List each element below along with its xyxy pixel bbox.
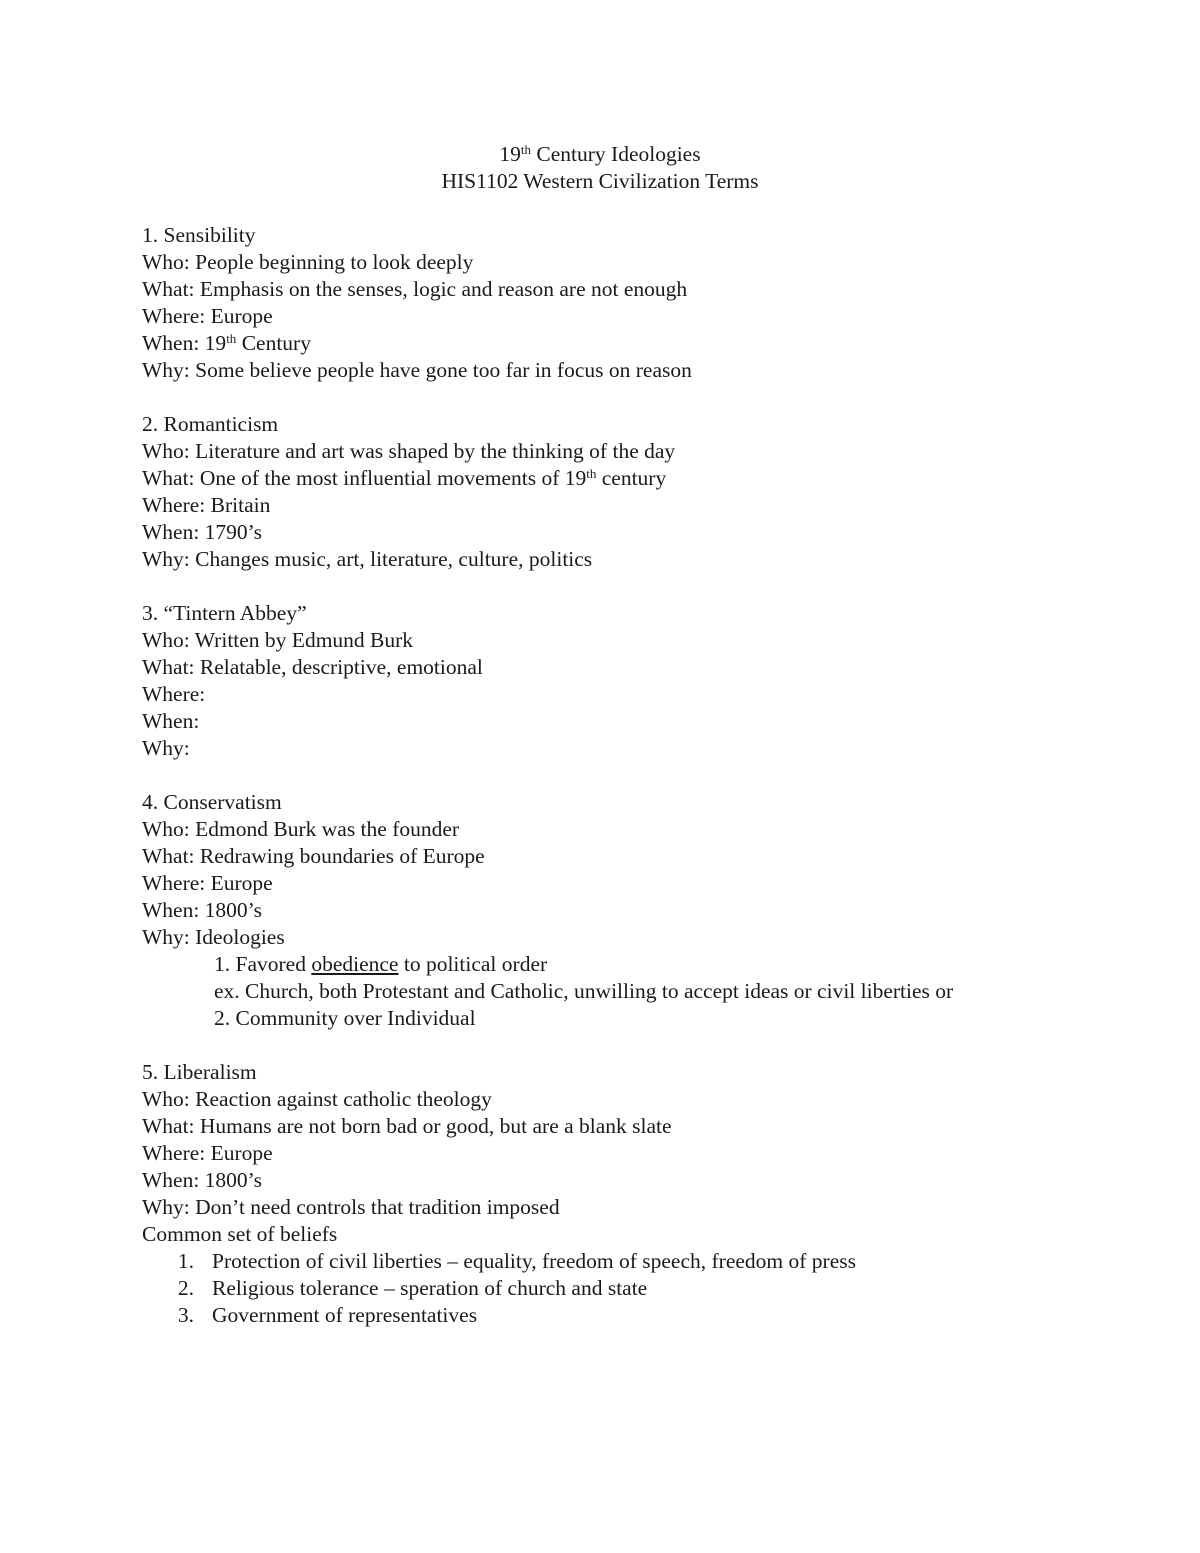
- term-when: When: 1790’s: [142, 520, 263, 544]
- term-where: Where: Britain: [142, 493, 271, 517]
- list-item: 1. Protection of civil liberties – equality, freedom of speech, freedom of press: [177, 1249, 856, 1273]
- term-why: Why: Some believe people have gone too far in focus on reason: [142, 358, 692, 382]
- term-where: Where: Europe: [142, 304, 273, 328]
- document-subtitle: HIS1102 Western Civilization Terms: [441, 169, 759, 193]
- term-heading: 1. Sensibility: [142, 223, 256, 247]
- sub-point-example: ex. Church, both Protestant and Catholic, unwilling to accept ideas or civil liberties or: [214, 979, 954, 1003]
- term-why: Why:: [142, 736, 190, 760]
- term-what: What: Humans are not born bad or good, but are a blank slate: [142, 1114, 672, 1138]
- term-when: When:: [142, 709, 200, 733]
- beliefs-list: [142, 1248, 1102, 1329]
- spacer: [142, 384, 1102, 411]
- term-what: What: Redrawing boundaries of Europe: [142, 844, 485, 868]
- term-tintern-abbey: [142, 600, 1102, 762]
- term-where: Where: Europe: [142, 1141, 273, 1165]
- term-heading: 4. Conservatism: [142, 790, 282, 814]
- spacer: [142, 195, 1102, 222]
- term-why: Why: Changes music, art, literature, culture, politics: [142, 547, 593, 571]
- term-who: Who: People beginning to look deeply: [142, 250, 474, 274]
- term-who: Who: Edmond Burk was the founder: [142, 817, 460, 841]
- term-when: When: 1800’s: [142, 1168, 263, 1192]
- sub-point-2: 2. Community over Individual: [214, 1006, 476, 1030]
- term-conservatism: [142, 789, 1102, 1032]
- spacer: [142, 573, 1102, 600]
- term-why: Why: Ideologies: [142, 925, 285, 949]
- term-heading: 5. Liberalism: [142, 1060, 257, 1084]
- term-what: What: Emphasis on the senses, logic and reason are not enough: [142, 277, 688, 301]
- beliefs-heading: Common set of beliefs: [142, 1222, 338, 1246]
- term-heading: 2. Romanticism: [142, 412, 279, 436]
- list-item: 2. Religious tolerance – speration of church and state: [177, 1276, 648, 1300]
- document-body: [142, 141, 1102, 1329]
- term-who: Who: Reaction against catholic theology: [142, 1087, 492, 1111]
- term-heading: 3. “Tintern Abbey”: [142, 601, 307, 625]
- term-when: When: 19th Century: [142, 331, 311, 355]
- term-sensibility: [142, 222, 1102, 384]
- term-why: Why: Don’t need controls that tradition imposed: [142, 1195, 560, 1219]
- document-title: 19th Century Ideologies: [499, 142, 701, 166]
- sub-point-1: 1. Favored obedience to political order: [214, 952, 548, 976]
- term-when: When: 1800’s: [142, 898, 263, 922]
- list-item: 3. Government of representatives: [177, 1303, 478, 1327]
- term-what: What: One of the most influential movements of 19th century: [142, 466, 667, 490]
- term-what: What: Relatable, descriptive, emotional: [142, 655, 483, 679]
- term-where: Where:: [142, 682, 206, 706]
- term-who: Who: Written by Edmund Burk: [142, 628, 414, 652]
- term-who: Who: Literature and art was shaped by the thinking of the day: [142, 439, 676, 463]
- spacer: [142, 1032, 1102, 1059]
- term-where: Where: Europe: [142, 871, 273, 895]
- term-liberalism: [142, 1059, 1102, 1329]
- underlined-word: obedience: [311, 952, 399, 976]
- spacer: [142, 762, 1102, 789]
- term-romanticism: [142, 411, 1102, 573]
